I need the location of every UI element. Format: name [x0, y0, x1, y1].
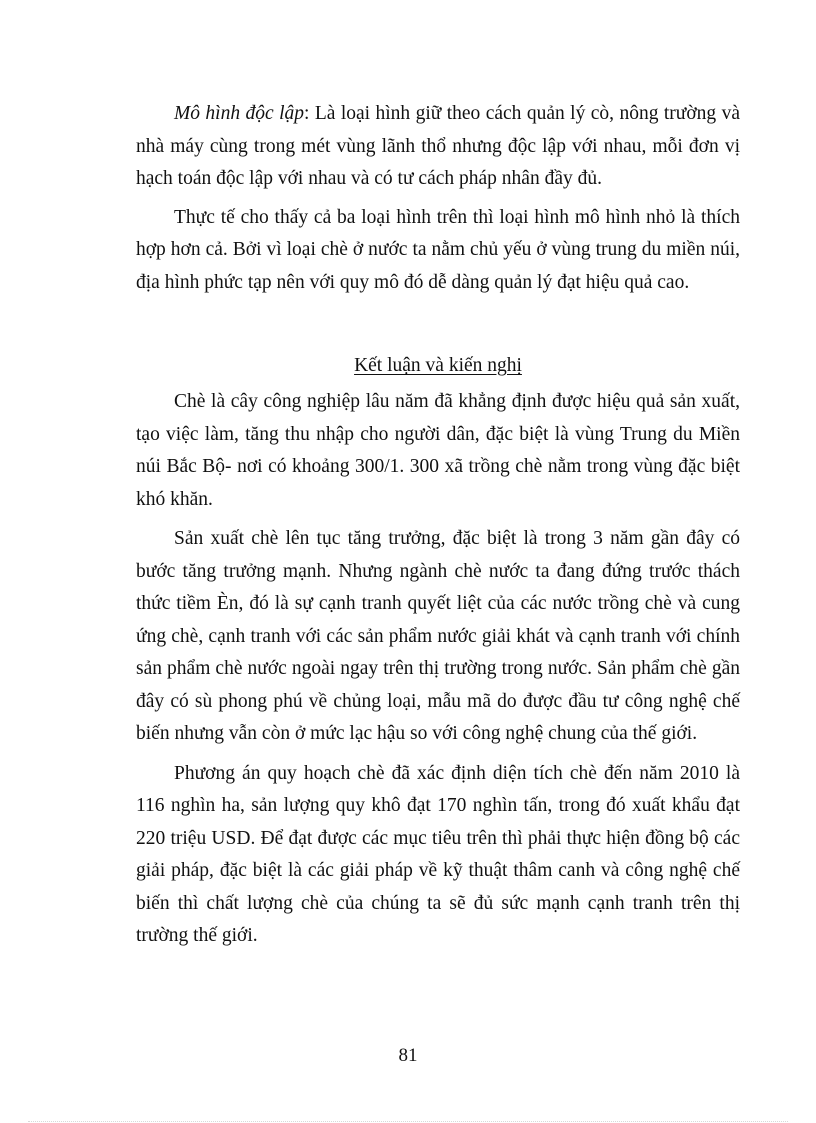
paragraph-text: : Là loại hình giữ theo cách quản lý cò, nông trường và nhà máy cùng trong mét vùng lãnh thổ nhưng độc lập với nhau, mỗi đơn vị hạch toán độc lập với nhau và có tư cách pháp nhân đầy đủ.	[136, 103, 741, 189]
paragraph-text: Thực tế cho thấy cả ba loại hình trên thì loại hình mô hình nhỏ là thích hợp hơn cả. Bởi vì loại chè ở nước ta nằm chủ yếu ở vùng trung du miền núi, địa hình phức tạp nên với quy mô đó dễ dàng quản lý đạt hiệu quả cao.	[136, 206, 740, 293]
paragraph-text: Phương án quy hoạch chè đã xác định diện tích chè đến năm 2010 là 116 nghìn ha, sản lượng quy khô đạt 170 nghìn tấn, trong đó xuất khẩu đạt 220 triệu USD. Để đạt được các mục tiêu trên thì phải thực hiện đồng bộ các giải pháp, đặc biệt là các giải pháp về kỹ thuật thâm canh và công nghệ chế biến thì chất lượng chè của chúng ta sẽ đủ sức mạnh cạnh tranh trên thị trường thế giới.	[136, 762, 740, 946]
paragraph-text: Chè là cây công nghiệp lâu năm đã khẳng định được hiệu quả sản xuất, tạo việc làm, tăng thu nhập cho người dân, đặc biệt là vùng Trung du Miền núi Bắc Bộ- nơi có khoảng 300/1. 300 xã trồng chè nằm trong vùng đặc biệt khó khăn.	[136, 391, 740, 510]
paragraph-conclusion-3	[136, 758, 740, 953]
paragraph-lead-term: Mô hình độc lập	[174, 103, 304, 124]
paragraph-independent-model	[136, 98, 740, 196]
paragraph-text: Sản xuất chè lên tục tăng trưởng, đặc biệt là trong 3 năm gần đây có bước tăng trưởng mạnh. Nhưng ngành chè nước ta đang đứng trước thách thức tiềm Èn, đó là sự cạnh tranh quyết liệt của các nước trồng chè và cung ứng chè, cạnh tranh với các sản phẩm nước giải khát và cạnh tranh với chính sản phẩm chè nước ngoài ngay trên thị trường trong nước. Sản phẩm chè gần đây có sù phong phú về chủng loại, mẫu mã do được đầu tư công nghệ chế biến nhưng vẫn còn ở mức lạc hậu so với công nghệ chung của thế giới.	[136, 528, 740, 744]
page-number: 81	[398, 1045, 418, 1066]
top-text-block	[136, 98, 740, 299]
page-bottom-divider	[28, 1121, 788, 1122]
bottom-text-block	[136, 386, 740, 953]
paragraph-conclusion-1	[136, 386, 740, 516]
section-heading	[136, 352, 740, 380]
paragraph-conclusion-2	[136, 523, 740, 751]
paragraph-reality	[136, 202, 740, 300]
section-heading-text: Kết luận và kiến nghị	[354, 355, 522, 376]
